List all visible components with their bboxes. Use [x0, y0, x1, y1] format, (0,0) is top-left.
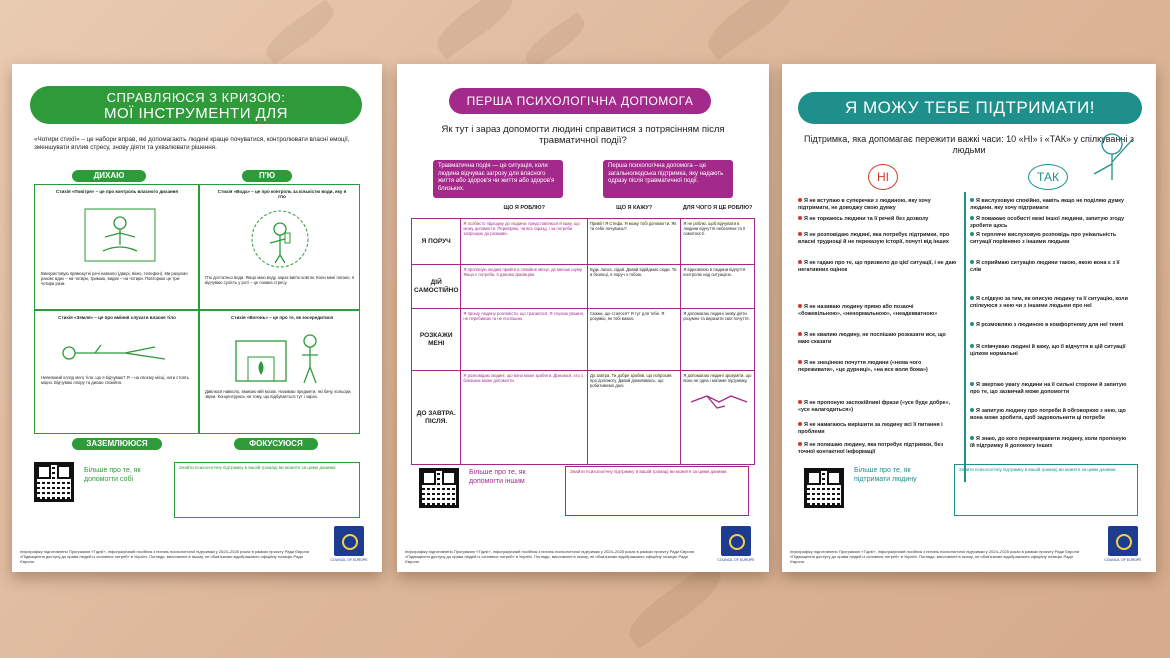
no-item-text: Я не квапию людину, не поспішаю розказати все, що маю сказати [798, 332, 946, 345]
no-item [798, 442, 958, 455]
coe-flag-icon [721, 526, 751, 556]
poster-support [782, 64, 1156, 572]
teal-dot-icon [970, 382, 974, 386]
red-dot-icon [798, 216, 802, 220]
intro-text: «Чотири стихії» – це набори вправ, які допомагають людині краще почуватися, контролювати власні емоції, зменшувати вплив стресу, знову діяти та ухвалювати рішення. [34, 136, 350, 151]
pill-focus: ФОКУСУЮСЯ [234, 438, 318, 450]
yes-item-text: Я звертаю увагу людини на її сильні сторони й запитую про те, що зазвичай може допомогти [970, 382, 1127, 395]
water-text: П'ю достатньо води. Якщо маю воду, зараз вип'ю ковток. Коли мені погано, я відчуваю сухість у роті – це ознака стресу. [205, 275, 355, 285]
yes-item [970, 216, 1128, 229]
leaf-shadow [621, 561, 728, 649]
yes-item [970, 408, 1128, 421]
fire-heading: Стихія «Вогонь» – це про те, як зосередитися [230, 315, 334, 320]
yes-item [970, 296, 1128, 309]
yes-item-text: Я слідкую за тим, як описую людину та її ситуацію, коли спілкуюся з нею чи з іншими людьми про неї [970, 296, 1128, 309]
yes-item [970, 232, 1128, 245]
coe-label: COUNCIL OF EUROPE [330, 558, 368, 562]
col-say: ЩО Я КАЖУ? [616, 205, 653, 211]
handshake-illustration [689, 382, 749, 418]
no-item-text: Я не торкаюсь людини та її речей без дозволу [804, 216, 929, 222]
title-line2: МОЇ ІНСТРУМЕНТИ ДЛЯ САМОПІДТРИМУВАННЯ [104, 105, 288, 139]
yes-item [970, 260, 1128, 273]
row-say: Привіт! Я Стефа. Я можу тобі допомогти. Як ти себе почуваєш? [588, 219, 681, 265]
lying-person-illustration [55, 335, 175, 371]
row-why: Я допомагаю людині знову діяти розумно та виразити свої почуття. [681, 309, 755, 371]
yes-item [970, 436, 1128, 449]
row-why: Я не роблю, щоб відчувати в людини відчуття небезпеки та її самотності. [681, 219, 755, 265]
row-say: До завтра. Ти добре зробив, що попросив про допомогу. Давай домовимось, що робитимемо далі. [588, 371, 681, 465]
waving-person-illustration [1082, 130, 1142, 194]
teal-dot-icon [970, 322, 974, 326]
footer-disclaimer: Інфографіку підготовлено Програмою «Тідлії», інфографічний посібник з питань психологічної підтримки у 2024–2025 роках в рамках проєкту Ради Європи «Підвищення доступу до права людей із основних потреб» в Україні. Погляди, висловлені в ньому, не обов'язково відображають офіційну позицію Ради Європи. [790, 549, 1079, 564]
red-dot-icon [798, 232, 802, 236]
poster-first-aid [397, 64, 769, 572]
poster3-title: Я МОЖУ ТЕБЕ ПІДТРИМАТИ! [798, 92, 1142, 124]
no-item [798, 260, 958, 273]
leaf-shadow [260, 0, 339, 65]
support-contact-box: Знайти психологічну підтримку в вашій громаді ви можете за цими даними: [565, 466, 749, 516]
coe-label: COUNCIL OF EUROPE [717, 558, 755, 562]
air-heading: Стихія «Повітря» – це про контроль власного дихання [55, 189, 179, 194]
no-item [798, 304, 958, 317]
water-heading: Стихія «Вода» – це про контроль за кількістю води, яку я п'ю [217, 189, 347, 199]
no-item-text: Я не пропоную заспокійливі фрази («усе буде добре», «усе налагодиться») [798, 400, 951, 413]
poster-self-help [12, 64, 382, 572]
row-say: Будь ласка, сідай. Давай відійдемо сюди. Ти в безпеці, я поруч з тобою. [588, 265, 681, 309]
fireplace-illustration [230, 331, 340, 385]
yes-item-text: Я знаю, до кого перенаправити людину, коли пропоную їй підтримку й допомогу інших [970, 436, 1127, 449]
no-item [798, 216, 958, 223]
teal-dot-icon [970, 408, 974, 412]
no-item-text: Я не намагаюсь вирішити за людину всі її питання і проблеми [798, 422, 943, 435]
grid-divider [35, 309, 359, 311]
pill-breathe: ДИХАЮ [72, 170, 146, 182]
teal-dot-icon [970, 260, 974, 264]
row-why: Я допомагаю людині зрозуміти, що вона не одна і матиме підтримку. [681, 371, 755, 465]
four-elements-grid [34, 184, 360, 434]
subtitle: Підтримка, яка допомагає пережити важкі часи: 10 «НІ» і «ТАК» у спілкуванні з людьми [804, 134, 1134, 155]
col-do: ЩО Я РОБЛЮ? [503, 205, 545, 211]
drinking-illustration [225, 207, 335, 271]
yes-item [970, 344, 1128, 357]
red-dot-icon [798, 360, 802, 364]
poster1-title [30, 86, 362, 139]
no-item-text: Я не вступаю в суперечки з людиною, яку хочу підтримати, не доводжу свою думку [798, 198, 931, 211]
yes-item-text: Я співчуваю людині й кажу, що її відчуття в цій ситуації цілком нормальні [970, 344, 1126, 357]
table-corner [412, 204, 461, 219]
poster2-title: ПЕРША ПСИХОЛОГІЧНА ДОПОМОГА [449, 88, 711, 114]
qr-code[interactable] [804, 468, 844, 508]
col-why: ДЛЯ ЧОГО Я ЦЕ РОБЛЮ? [682, 205, 753, 211]
teal-dot-icon [970, 198, 974, 202]
no-item [798, 332, 958, 345]
red-dot-icon [798, 400, 802, 404]
teal-dot-icon [970, 296, 974, 300]
yes-item [970, 322, 1128, 329]
fire-text: Дивлюся навколо, вмикаю мій мозок. Називаю предмети, які бачу, кольори, звуки. Концентруюсь на тому, що відбувається тут і зараз. [205, 389, 352, 399]
support-contact-box: Знайти психологічну підтримку в вашій громаді ви можете за цими даними: [174, 462, 360, 518]
more-link[interactable]: Більше про те, як допомогти собі [84, 467, 141, 483]
red-dot-icon [798, 304, 802, 308]
teal-dot-icon [970, 216, 974, 220]
more-link[interactable]: Більше про те, як допомогти іншим [469, 469, 526, 485]
row-head: ДО ЗАВТРА. ПІСЛЯ. [412, 371, 461, 465]
pill-drink: П'Ю [242, 170, 292, 182]
row-head: Я ПОРУЧ [412, 219, 461, 265]
meditation-illustration [75, 203, 165, 267]
footer-disclaimer: Інфографіку підготовлено Програмою «Тідлії», інфографічний посібник з питань психологічної підтримки у 2024–2025 роках в рамках проєкту Ради Європи «Підвищення доступу до права людей із основних потреб» в Україні. Погляди, висловлені в ньому, не обов'язково відображають офіційну позицію Ради Європи. [405, 549, 694, 564]
yes-item [970, 198, 1128, 211]
support-contact-box: Знайти психологічну підтримку в вашій громаді ви можете за цими даними: [954, 464, 1138, 516]
coe-flag-icon [1108, 526, 1138, 556]
first-aid-table [411, 204, 755, 465]
row-do: Я прошу людину розповісти, що трапилося. Я слухаю уважно, не перебиваю та не поспішаю. [461, 309, 588, 371]
coe-logo [1100, 524, 1146, 562]
row-head: РОЗКАЖИ МЕНІ [412, 309, 461, 371]
coe-logo [326, 524, 372, 562]
definition-first-aid: Перша психологічна допомога – це загальнолюдська підтримка, яку надають одразу після травматичної події. [603, 160, 733, 198]
row-do: Я пропоную людині прийти в спокійне місце, де менше шуму. Якщо є потреба, я дзвоню фахівцям. [461, 265, 588, 309]
more-link[interactable]: Більше про те, як підтримати людину [854, 467, 917, 483]
qr-code[interactable] [34, 462, 74, 502]
yes-item-text: Я сприймаю ситуацію людини такою, якою вона є з її слів [970, 260, 1120, 273]
yes-label: ТАК [1028, 164, 1068, 190]
yes-item-text: Я запитую людину про потреби й обговорюю з нею, що вона може зробити, щоб задовольнити ці потреби [970, 408, 1126, 421]
row-why: Я відновлюю в людини відчуття контролю над ситуацією. [681, 265, 755, 309]
coe-flag-icon [334, 526, 364, 556]
earth-text: Невеликий огляд мого тіла: що я відчуваю? Я – на своєму місці, ноги стоять міцно. Відчуваю опору та дихаю спокійно. [41, 375, 189, 385]
coe-logo [713, 524, 759, 562]
yes-item-text: Я вислуховую спокійно, навіть якщо не поділяю думку людини, яку хочу підтримати [970, 198, 1124, 211]
title-line1: СПРАВЛЯЮСЯ З КРИЗОЮ: [106, 90, 286, 105]
main-question: Як тут і зараз допомогти людині справитися з потрясінням після травматичної події? [441, 124, 725, 146]
leaf-shadow [430, 0, 520, 59]
definition-trauma: Травматична подія — це ситуація, коли людина відчуває загрозу для власного життя або здоров'я чи життя або здоров'я близьких. [433, 160, 563, 198]
red-dot-icon [798, 260, 802, 264]
no-item [798, 400, 958, 413]
leaf-shadow [700, 0, 799, 60]
teal-dot-icon [970, 436, 974, 440]
row-say: Скажи, що сталося? Я тут для тебе. Я розумію, як тобі важко. [588, 309, 681, 371]
coe-label: COUNCIL OF EUROPE [1104, 558, 1142, 562]
red-dot-icon [798, 442, 802, 446]
qr-code[interactable] [419, 468, 459, 508]
teal-dot-icon [970, 232, 974, 236]
no-item-text: Я не гадаю про те, що призвело до цієї ситуації, і не даю негативних оцінок [798, 260, 957, 273]
yes-item-text: Я розмовляю з людиною в комфортному для неї темпі [976, 322, 1124, 328]
no-item [798, 232, 958, 245]
row-do: Я розповідаю людині, що вона може зробити. Дізнаюся, хто з близьких може допомогти. [461, 371, 588, 465]
row-do: Я особисто підходжу до людини, представляюся й кажу, що можу допомогти. Перевіряю, чи все гаразд, і за потреби запрошую до розмови. [461, 219, 588, 265]
column-divider [964, 192, 966, 482]
red-dot-icon [798, 332, 802, 336]
no-item-text: Я не розповідаю людині, яка потребує підтримки, про власні труднощі й не переказую історії, почуті від інших [798, 232, 950, 245]
footer-disclaimer: Інфографіку підготовлено Програмою «Тідлії», інфографічний посібник з питань психологічної підтримки у 2024–2025 роках в рамках проєкту Ради Європи «Підвищення доступу до права людей із основних потреб» в Україні. Погляди, висловлені в ньому, не обов'язково відображають офіційну позицію Ради Європи. [20, 549, 309, 564]
no-item [798, 198, 958, 211]
no-item-text: Я не називаю людину прямо або позаочі «божевільною», «ненормальною», «неадекватною» [798, 304, 938, 317]
yes-item [970, 382, 1128, 395]
leaf-shadow [520, 12, 590, 70]
red-dot-icon [798, 198, 802, 202]
yes-item-text: Я терпляче вислуховую розповідь про унікальність ситуації порівняно з іншими людьми [970, 232, 1117, 245]
no-item [798, 422, 958, 435]
row-head: ДІЙ САМОСТІЙНО [412, 265, 461, 309]
no-item-text: Я не знецінюю почуття людини («нема чого переживати», «це дурниці», «на все воля божа») [798, 360, 928, 373]
air-text: Використовую прямокутні речі навколо (двері, вікно, телефон). Ми рахуємо разом: вдих – на чотири, тримаю, видих – на чотири. Повторюю це три-чотири рази. [41, 271, 188, 286]
pill-ground: ЗАЗЕМЛЮЮСЯ [72, 438, 162, 450]
teal-dot-icon [970, 344, 974, 348]
earth-heading: Стихія «Земля» – це про вміння слухати власне тіло [58, 315, 176, 320]
no-item-text: Я не полишаю людину, яка потребує підтримки, без точної контактної інформації [798, 442, 944, 455]
no-item [798, 360, 958, 373]
no-label: НІ [868, 164, 898, 190]
red-dot-icon [798, 422, 802, 426]
yes-item-text: Я поважаю особисті межі іншої людини, запитую згоду зробити щось [970, 216, 1125, 229]
